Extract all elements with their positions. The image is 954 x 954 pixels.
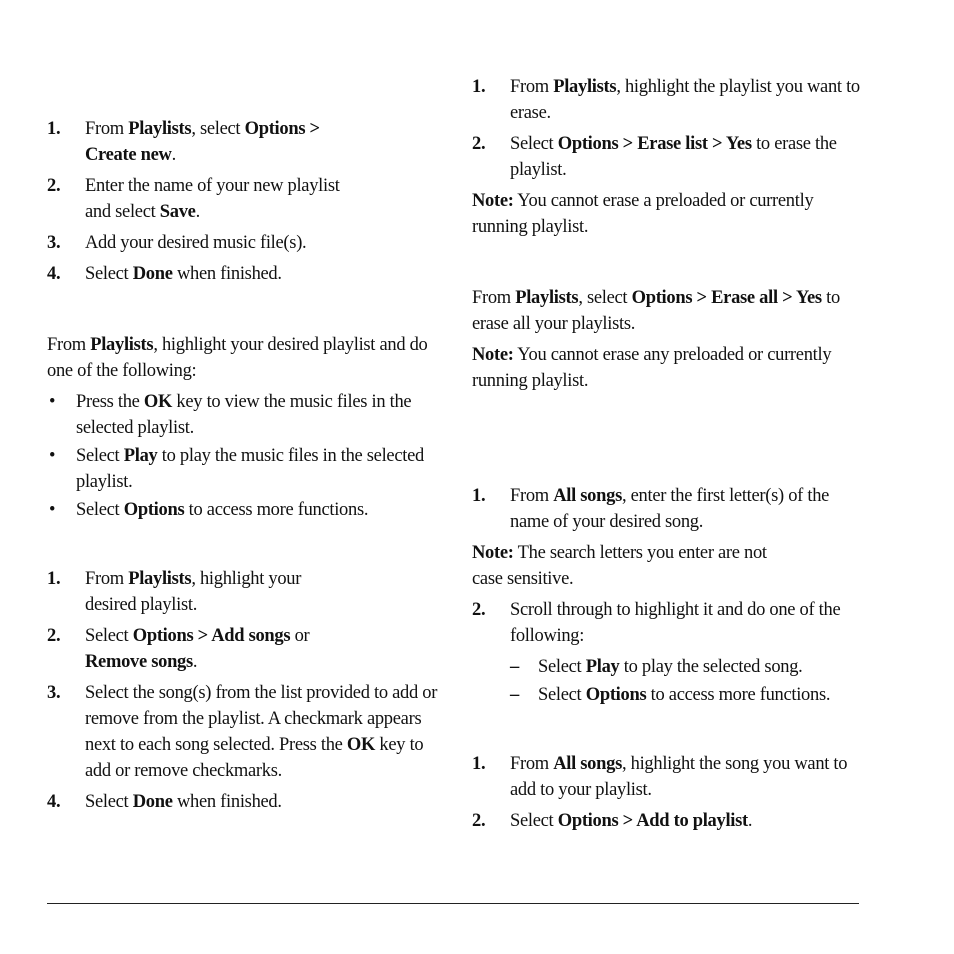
text-run: , highlight the playlist you want to erase.	[510, 77, 860, 123]
bold-term: Options	[585, 685, 647, 705]
text-run: , enter the first letter(s) of the name of your desired song.	[510, 486, 830, 532]
step-text	[85, 626, 309, 672]
bullet-item-text	[76, 392, 411, 438]
step-text	[85, 683, 437, 781]
dash-item-text	[538, 657, 803, 677]
bold-term: OK	[346, 735, 376, 755]
step-text	[510, 486, 829, 532]
text-run: From	[510, 754, 554, 774]
text-run: Select	[510, 811, 558, 831]
text-run: From	[85, 569, 129, 589]
bullet-mark: •	[49, 392, 56, 412]
bold-term: Done	[132, 792, 173, 812]
step-item	[472, 808, 872, 834]
erase-all-section	[472, 285, 872, 399]
step-number: 3.	[47, 683, 61, 703]
text-run: when finished.	[172, 792, 282, 812]
text-run: Select	[510, 134, 558, 154]
step-text	[85, 569, 301, 615]
dash-item	[510, 654, 872, 680]
text-run: From	[85, 119, 129, 139]
step-item	[472, 751, 872, 803]
step-number: 2.	[472, 600, 486, 620]
step-text	[510, 600, 840, 646]
step-number: 1.	[472, 486, 486, 506]
text-run: Press the	[76, 392, 144, 412]
text-run: Select	[76, 446, 124, 466]
text-run: .	[747, 811, 753, 831]
step-item	[47, 173, 442, 225]
bullet-item	[47, 389, 442, 441]
step-item	[47, 623, 442, 675]
text-run: case sensitive.	[472, 569, 574, 589]
text-run: From	[472, 288, 516, 308]
text-run: , highlight the song you want to add to your playlist.	[510, 754, 848, 800]
step-text	[510, 77, 860, 123]
step-item	[472, 131, 872, 183]
add-to-playlist-steps	[472, 751, 872, 839]
step-number: 2.	[47, 626, 61, 646]
text-run: .	[171, 145, 176, 165]
step-number: 3.	[47, 233, 61, 253]
erase-all-intro	[472, 285, 872, 337]
bold-term: Playlists	[128, 119, 192, 139]
text-run: key to view the music files in the selected playlist.	[76, 392, 412, 438]
dash-mark: –	[510, 657, 519, 677]
step-item	[47, 230, 442, 256]
bold-term: Play	[123, 446, 158, 466]
bold-term: Playlists	[90, 335, 154, 355]
text-run: when finished.	[172, 264, 282, 284]
step-number: 2.	[472, 134, 486, 154]
erase-playlist-steps	[472, 74, 872, 183]
step-item	[47, 261, 442, 287]
text-run: , highlight your desired playlist and do one of the following:	[47, 335, 428, 381]
step-number: 1.	[472, 754, 486, 774]
bold-term: Options >	[244, 119, 320, 139]
text-run: or	[290, 626, 310, 646]
text-run: Enter the name of your new playlist	[85, 176, 340, 196]
bullet-mark: •	[49, 500, 56, 520]
bold-term: Remove songs	[85, 652, 193, 672]
search-song-step-1	[472, 483, 872, 535]
text-run: to access more functions.	[184, 500, 369, 520]
dash-item	[510, 682, 872, 708]
dash-item-text	[538, 685, 830, 705]
step-number: 2.	[472, 811, 486, 831]
bold-term: Create new	[85, 145, 172, 165]
step-item	[47, 789, 442, 815]
text-run: to access more functions.	[646, 685, 831, 705]
step-number: 1.	[47, 119, 61, 139]
bold-term: All songs	[553, 754, 622, 774]
bullet-mark: •	[49, 446, 56, 466]
bold-term: Done	[132, 264, 173, 284]
text-run: , select	[191, 119, 245, 139]
access-playlist-bullets	[47, 389, 442, 523]
search-song-step-2	[472, 597, 872, 649]
bold-term: Options	[123, 500, 185, 520]
step-text	[85, 792, 282, 812]
text-run: You cannot erase a preloaded or currently running playlist.	[472, 191, 814, 237]
text-run: to erase all your playlists.	[472, 288, 840, 334]
bold-term: Note:	[472, 345, 514, 365]
text-run: The search letters you enter are not	[513, 543, 767, 563]
text-run: key to add or remove checkmarks.	[85, 735, 424, 781]
text-run: From	[510, 77, 554, 97]
erase-playlist-note	[472, 188, 872, 240]
step-text	[85, 233, 306, 253]
bullet-item	[47, 497, 442, 523]
bold-term: All songs	[553, 486, 622, 506]
search-song-note	[472, 540, 872, 592]
bold-term: Options > Add songs	[132, 626, 291, 646]
bold-term: Save	[159, 202, 196, 222]
text-run: Add your desired music file(s).	[85, 233, 307, 253]
text-run: Select	[76, 500, 124, 520]
bold-term: OK	[143, 392, 173, 412]
bold-term: Options > Erase list > Yes	[557, 134, 752, 154]
text-run: From	[47, 335, 91, 355]
step-item	[472, 74, 872, 126]
text-run: to play the music files in the selected playlist.	[76, 446, 424, 492]
step-number: 2.	[47, 176, 61, 196]
erase-playlist-section	[472, 74, 872, 245]
step-text	[85, 264, 282, 284]
step-number: 1.	[47, 569, 61, 589]
bullet-item	[47, 443, 442, 495]
bold-term: Note:	[472, 191, 514, 211]
text-run: You cannot erase any preloaded or currently running playlist.	[472, 345, 832, 391]
step-item	[472, 597, 872, 649]
step-item	[47, 680, 442, 784]
edit-playlist-steps	[47, 566, 442, 820]
text-run: Select	[538, 657, 586, 677]
step-text	[510, 811, 752, 831]
text-run: .	[195, 202, 200, 222]
step-text	[85, 176, 340, 222]
step-number: 4.	[47, 264, 61, 284]
step-text	[510, 134, 837, 180]
text-run: Select	[85, 792, 133, 812]
text-run: to play the selected song.	[619, 657, 803, 677]
access-playlist-section	[47, 332, 442, 525]
search-song-section	[472, 483, 872, 710]
bold-term: Playlists	[553, 77, 617, 97]
text-run: , select	[578, 288, 632, 308]
bold-term: Playlists	[128, 569, 192, 589]
dash-mark: –	[510, 685, 519, 705]
text-run: Select	[85, 264, 133, 284]
text-run: to erase the playlist.	[510, 134, 837, 180]
text-run: Select the song(s) from the list provided to add or remove from the playlist. A checkmark appears next to each song selected. Press the	[85, 683, 438, 755]
bold-term: Options > Add to playlist	[557, 811, 748, 831]
search-song-options	[472, 654, 872, 708]
text-run: Scroll through to highlight it and do one of the following:	[510, 600, 841, 646]
step-item	[472, 483, 872, 535]
step-text	[85, 119, 320, 165]
bullet-item-text	[76, 446, 424, 492]
bullet-item-text	[76, 500, 368, 520]
text-run: and select	[85, 202, 160, 222]
bold-term: Options > Erase all > Yes	[631, 288, 822, 308]
create-playlist-steps	[47, 116, 442, 292]
bold-term: Note:	[472, 543, 514, 563]
erase-all-note	[472, 342, 872, 394]
step-number: 4.	[47, 792, 61, 812]
text-run: , highlight your	[191, 569, 302, 589]
step-number: 1.	[472, 77, 486, 97]
step-item	[47, 116, 442, 168]
step-text	[510, 754, 847, 800]
text-run: .	[192, 652, 198, 672]
access-playlist-intro	[47, 332, 442, 384]
bold-term: Playlists	[515, 288, 579, 308]
text-run: From	[510, 486, 554, 506]
footer-rule	[47, 903, 859, 904]
text-run: Select	[85, 626, 133, 646]
text-run: desired playlist.	[85, 595, 198, 615]
bold-term: Play	[585, 657, 620, 677]
text-run: Select	[538, 685, 586, 705]
step-item	[47, 566, 442, 618]
